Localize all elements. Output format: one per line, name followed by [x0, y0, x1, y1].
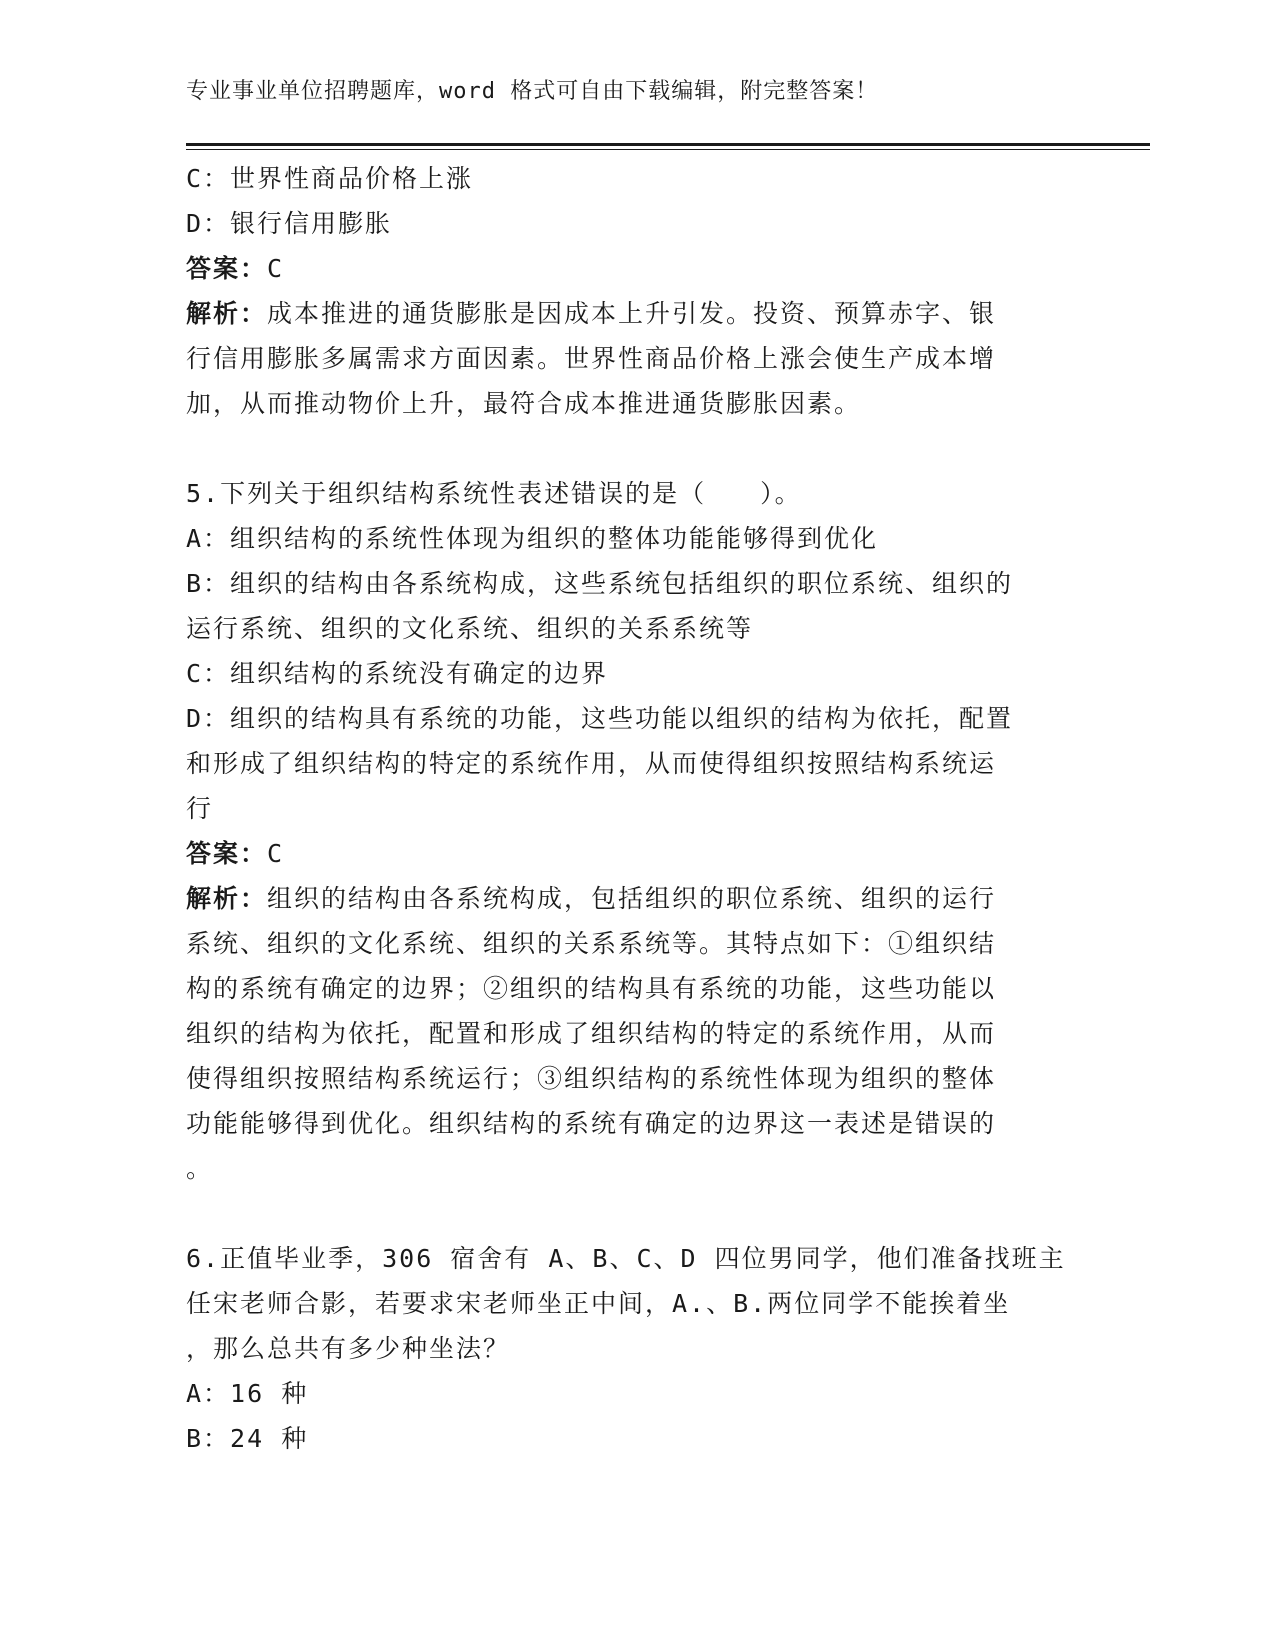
q5-answer-value: C	[267, 839, 285, 868]
q5-stem: 5.下列关于组织结构系统性表述错误的是（ ）。	[186, 479, 802, 508]
q5-answer	[186, 831, 1086, 876]
q5-analysis-line: 系统、组织的文化系统、组织的关系系统等。其特点如下：①组织结	[186, 929, 997, 958]
q4-analysis-line: 行信用膨胀多属需求方面因素。世界性商品价格上涨会使生产成本增	[186, 344, 997, 373]
q4-analysis-text: 成本推进的通货膨胀是因成本上升引发。投资、预算赤字、银	[267, 299, 997, 328]
header-rule-thick	[186, 143, 1150, 146]
q4-option-d: D：银行信用膨胀	[186, 209, 393, 238]
q5-analysis-line: 。	[186, 1154, 214, 1183]
spacer	[186, 426, 1086, 471]
q4-answer	[186, 246, 1086, 291]
q4-answer-label: 答案：	[186, 254, 268, 283]
q4-analysis-label: 解析：	[186, 299, 268, 328]
q5-analysis-text: 组织的结构由各系统构成，包括组织的职位系统、组织的运行	[267, 884, 997, 913]
spacer	[186, 1191, 1086, 1236]
q5-analysis-line: 功能能够得到优化。组织结构的系统有确定的边界这一表述是错误的	[186, 1109, 997, 1138]
q4-analysis-line	[186, 291, 1086, 336]
q5-analysis-line: 组织的结构为依托，配置和形成了组织结构的特定的系统作用，从而	[186, 1019, 997, 1048]
q4-answer-value: C	[267, 254, 285, 283]
q5-analysis-label: 解析：	[186, 884, 268, 913]
page-header: 专业事业单位招聘题库，word 格式可自由下载编辑，附完整答案！	[186, 79, 879, 104]
q4-option-c: C：世界性商品价格上涨	[186, 164, 474, 193]
q5-option-d: D：组织的结构具有系统的功能，这些功能以组织的结构为依托，配置	[186, 704, 1014, 733]
q5-analysis-line: 构的系统有确定的边界；②组织的结构具有系统的功能，这些功能以	[186, 974, 997, 1003]
q5-option-a: A：组织结构的系统性体现为组织的整体功能能够得到优化	[186, 524, 879, 553]
q6-stem: ，那么总共有多少种坐法？	[186, 1334, 511, 1363]
q6-option-a: A：16 种	[186, 1379, 309, 1408]
q5-option-b: 运行系统、组织的文化系统、组织的关系系统等	[186, 614, 754, 643]
q6-stem: 任宋老师合影，若要求宋老师坐正中间，A.、B.两位同学不能挨着坐	[186, 1289, 1011, 1318]
q6-stem: 6.正值毕业季，306 宿舍有 A、B、C、D 四位男同学，他们准备找班主	[186, 1244, 1066, 1273]
header-rule-thin	[186, 149, 1150, 150]
q5-analysis-line: 使得组织按照结构系统运行；③组织结构的系统性体现为组织的整体	[186, 1064, 997, 1093]
q5-option-c: C：组织结构的系统没有确定的边界	[186, 659, 609, 688]
q4-analysis-line: 加，从而推动物价上升，最符合成本推进通货膨胀因素。	[186, 389, 862, 418]
q5-option-d: 行	[186, 794, 214, 823]
q5-answer-label: 答案：	[186, 839, 268, 868]
q5-analysis-line	[186, 876, 1086, 921]
q5-option-b: B：组织的结构由各系统构成，这些系统包括组织的职位系统、组织的	[186, 569, 1014, 598]
document-body	[186, 156, 1086, 1461]
q5-option-d: 和形成了组织结构的特定的系统作用，从而使得组织按照结构系统运	[186, 749, 997, 778]
q6-option-b: B：24 种	[186, 1424, 309, 1453]
